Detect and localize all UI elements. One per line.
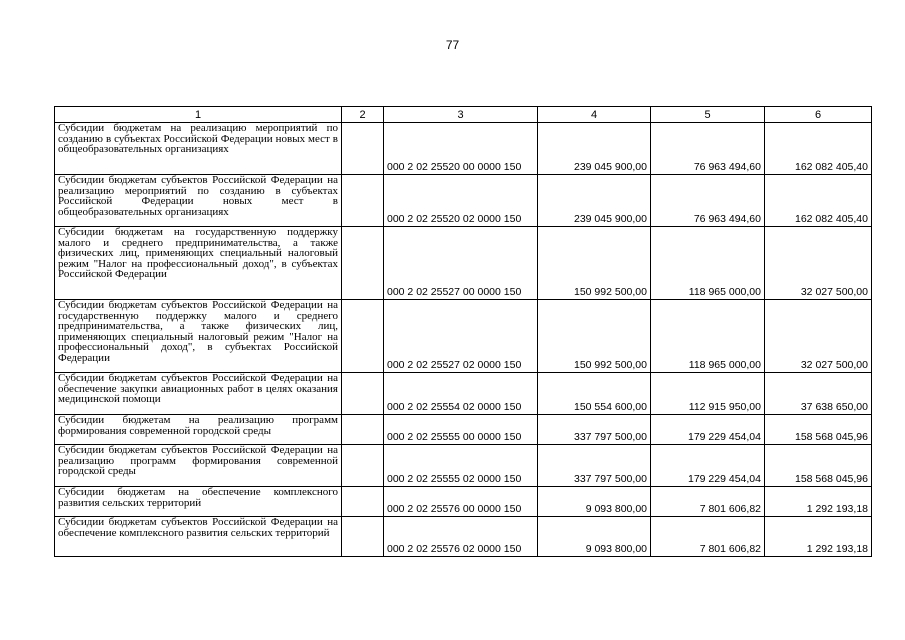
row-description: Субсидии бюджетам субъектов Российской Федерации на реализацию программ формирования современной городской среды — [55, 445, 342, 487]
row-value-6: 162 082 405,40 — [765, 175, 872, 227]
row-code: 000 2 02 25527 02 0000 150 — [384, 300, 538, 373]
table-row — [55, 175, 872, 227]
row-value-5: 179 229 454,04 — [651, 445, 765, 487]
row-code: 000 2 02 25555 02 0000 150 — [384, 445, 538, 487]
row-code: 000 2 02 25576 00 0000 150 — [384, 487, 538, 517]
column-header: 5 — [651, 107, 765, 123]
column-header: 3 — [384, 107, 538, 123]
table-row — [55, 123, 872, 175]
row-value-5: 76 963 494,60 — [651, 175, 765, 227]
row-code: 000 2 02 25554 02 0000 150 — [384, 373, 538, 415]
row-code: 000 2 02 25520 02 0000 150 — [384, 175, 538, 227]
row-value-4: 9 093 800,00 — [538, 487, 651, 517]
row-value-4: 239 045 900,00 — [538, 123, 651, 175]
row-col2 — [342, 227, 384, 300]
row-value-5: 112 915 950,00 — [651, 373, 765, 415]
row-value-6: 37 638 650,00 — [765, 373, 872, 415]
row-description: Субсидии бюджетам субъектов Российской Федерации на реализацию мероприятий по созданию в субъектах Российской Федерации новых мест в общеобразовательных организациях — [55, 175, 342, 227]
page-number: 77 — [445, 38, 460, 52]
row-description: Субсидии бюджетам на реализацию мероприятий по созданию в субъектах Российской Федерации новых мест в общеобразовательных организациях — [55, 123, 342, 175]
table-row — [55, 300, 872, 373]
row-code: 000 2 02 25527 00 0000 150 — [384, 227, 538, 300]
row-value-5: 118 965 000,00 — [651, 227, 765, 300]
row-value-4: 150 992 500,00 — [538, 300, 651, 373]
row-description: Субсидии бюджетам на обеспечение комплексного развития сельских территорий — [55, 487, 342, 517]
column-header: 4 — [538, 107, 651, 123]
table-row — [55, 415, 872, 445]
row-value-6: 158 568 045,96 — [765, 415, 872, 445]
row-description: Субсидии бюджетам на государственную поддержку малого и среднего предпринимательства, а также физических лиц, применяющих специальный налоговый режим "Налог на профессиональный доход", в субъектах Российской Федерации — [55, 227, 342, 300]
row-value-6: 158 568 045,96 — [765, 445, 872, 487]
row-value-5: 118 965 000,00 — [651, 300, 765, 373]
table-row — [55, 227, 872, 300]
row-value-4: 150 992 500,00 — [538, 227, 651, 300]
table-row — [55, 445, 872, 487]
row-value-5: 7 801 606,82 — [651, 517, 765, 557]
row-description: Субсидии бюджетам субъектов Российской Федерации на обеспечение закупки авиационных работ в целях оказания медицинской помощи — [55, 373, 342, 415]
row-code: 000 2 02 25576 02 0000 150 — [384, 517, 538, 557]
row-value-6: 32 027 500,00 — [765, 300, 872, 373]
table-row — [55, 517, 872, 557]
row-value-4: 9 093 800,00 — [538, 517, 651, 557]
column-header: 2 — [342, 107, 384, 123]
row-col2 — [342, 175, 384, 227]
row-value-6: 1 292 193,18 — [765, 487, 872, 517]
row-value-5: 7 801 606,82 — [651, 487, 765, 517]
row-value-4: 150 554 600,00 — [538, 373, 651, 415]
column-header: 6 — [765, 107, 872, 123]
row-description: Субсидии бюджетам субъектов Российской Федерации на обеспечение комплексного развития сельских территорий — [55, 517, 342, 557]
row-description: Субсидии бюджетам на реализацию программ формирования современной городской среды — [55, 415, 342, 445]
row-value-5: 76 963 494,60 — [651, 123, 765, 175]
row-description: Субсидии бюджетам субъектов Российской Федерации на государственную поддержку малого и среднего предпринимательства, а также физических лиц, применяющих специальный налоговый режим "Налог на профессиональный доход", в субъектах Российской Федерации — [55, 300, 342, 373]
table-row — [55, 373, 872, 415]
row-col2 — [342, 487, 384, 517]
row-col2 — [342, 445, 384, 487]
row-value-6: 1 292 193,18 — [765, 517, 872, 557]
row-value-6: 162 082 405,40 — [765, 123, 872, 175]
header-row — [55, 107, 872, 123]
row-value-4: 337 797 500,00 — [538, 445, 651, 487]
row-value-4: 239 045 900,00 — [538, 175, 651, 227]
row-code: 000 2 02 25520 00 0000 150 — [384, 123, 538, 175]
row-col2 — [342, 517, 384, 557]
row-col2 — [342, 123, 384, 175]
table-row — [55, 487, 872, 517]
row-value-4: 337 797 500,00 — [538, 415, 651, 445]
row-value-5: 179 229 454,04 — [651, 415, 765, 445]
column-header: 1 — [55, 107, 342, 123]
row-code: 000 2 02 25555 00 0000 150 — [384, 415, 538, 445]
row-col2 — [342, 300, 384, 373]
budget-table — [54, 106, 872, 557]
row-col2 — [342, 415, 384, 445]
row-col2 — [342, 373, 384, 415]
row-value-6: 32 027 500,00 — [765, 227, 872, 300]
